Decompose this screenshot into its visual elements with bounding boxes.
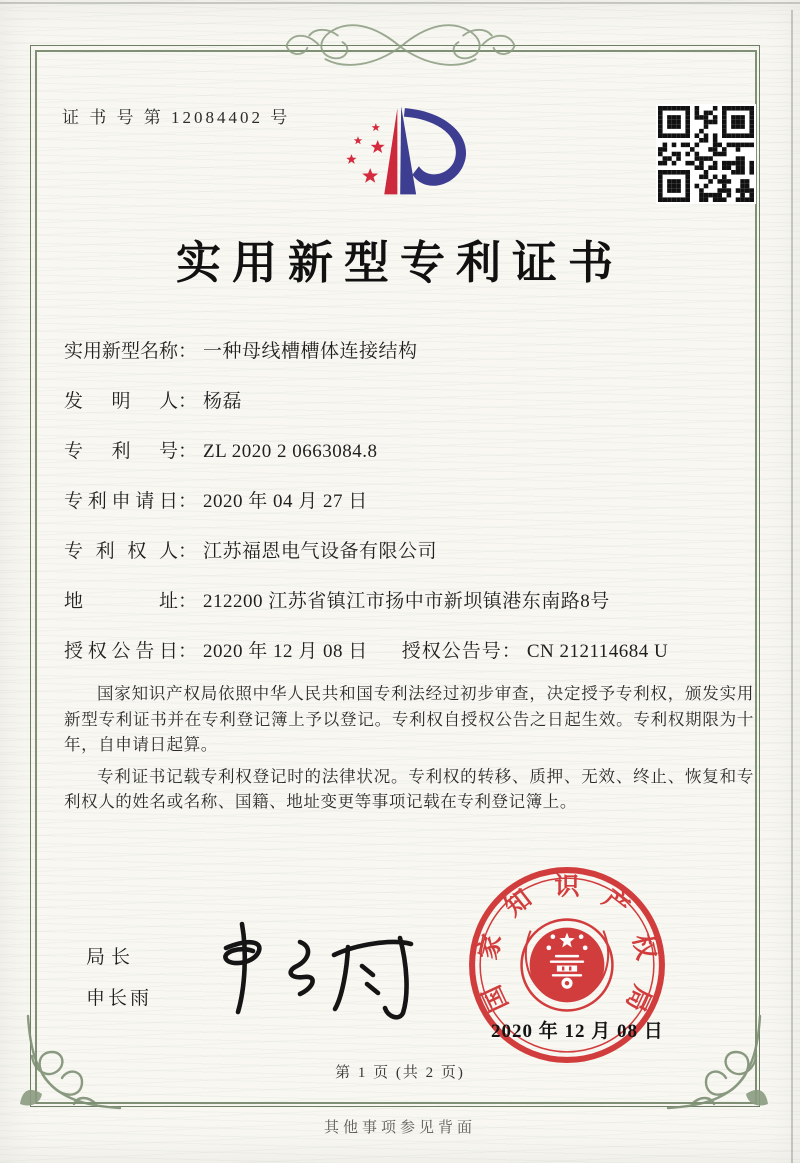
logo-stars bbox=[346, 123, 384, 183]
seal-char: 产 bbox=[597, 884, 635, 922]
field-colon: ： bbox=[178, 391, 198, 412]
field-row-patentee bbox=[64, 536, 756, 564]
legal-paragraph-1: 国家知识产权局依照中华人民共和国专利法经过初步审查，决定授予专利权，颁发实用新型专利证书并在专利登记簿上予以登记。专利权自授权公告之日起生效。专利权期限为十年，自申请日起算。 bbox=[64, 684, 754, 754]
seal-char: 局 bbox=[620, 980, 657, 1016]
seal-date: 2020 年 12 月 08 日 bbox=[491, 1021, 664, 1042]
seal-char: 权 bbox=[627, 931, 661, 963]
field-colon: ： bbox=[178, 441, 198, 462]
certificate-number: 证 书 号 第 12084402 号 bbox=[62, 108, 291, 127]
field-label: 专利申请日 bbox=[64, 491, 178, 512]
reverse-side-note: 其他事项参见背面 bbox=[323, 1120, 476, 1136]
certificate-title: 实用新型专利证书 bbox=[175, 238, 624, 288]
cnipa-logo bbox=[328, 94, 478, 216]
logo-p-mark bbox=[384, 106, 466, 194]
scan-edge-right bbox=[791, 10, 793, 1163]
field-value: 212200 江苏省镇江市扬中市新坝镇港东南路8号 bbox=[203, 591, 610, 612]
field-label: 发明人 bbox=[64, 391, 178, 412]
seal-char: 家 bbox=[473, 931, 507, 963]
legal-paragraph-2: 专利证书记载专利权登记时的法律状况。专利权的转移、质押、无效、终止、恢复和专利权人的姓名或名称、国籍、地址变更等事项记载在专利登记簿上。 bbox=[64, 766, 754, 811]
field-colon: ： bbox=[178, 641, 198, 662]
field-colon: ： bbox=[501, 641, 521, 662]
field-colon: ： bbox=[178, 341, 198, 362]
field-row-filing-date bbox=[64, 486, 756, 514]
page-number-note: 第 1 页 (共 2 页) bbox=[335, 1065, 465, 1081]
field-value: 2020 年 04 月 27 日 bbox=[203, 491, 368, 512]
field-label: 专利权人 bbox=[64, 541, 178, 562]
director-title: 局长 bbox=[86, 947, 137, 968]
field-value: ZL 2020 2 0663084.8 bbox=[203, 441, 378, 462]
field-label: 地址 bbox=[64, 591, 178, 612]
national-emblem bbox=[522, 920, 613, 1011]
field-row-address bbox=[64, 586, 756, 614]
field-label: 授权公告日 bbox=[64, 641, 178, 662]
seal-char: 国 bbox=[477, 980, 514, 1016]
legal-text bbox=[64, 681, 754, 821]
director-name: 申长雨 bbox=[86, 988, 153, 1009]
director-signature bbox=[196, 908, 428, 1026]
field-label: 专利号 bbox=[64, 441, 178, 462]
qr-code bbox=[656, 104, 756, 204]
field-row-inventor bbox=[64, 386, 756, 414]
field-value: 一种母线槽槽体连接结构 bbox=[203, 341, 418, 362]
field-row-name bbox=[64, 336, 756, 364]
field-value: 杨磊 bbox=[203, 391, 243, 412]
field-row-grant bbox=[64, 636, 756, 664]
field-value: CN 212114684 U bbox=[526, 641, 669, 662]
field-row-patent-number bbox=[64, 436, 756, 464]
field-value: 2020 年 12 月 08 日 bbox=[203, 641, 368, 662]
field-colon: ： bbox=[178, 491, 198, 512]
field-colon: ： bbox=[178, 541, 198, 562]
grant-number-group bbox=[402, 641, 668, 662]
seal-char: 知 bbox=[499, 884, 537, 922]
field-colon: ： bbox=[178, 591, 198, 612]
field-label: 授权公告号 bbox=[401, 641, 502, 662]
scan-edge-top bbox=[0, 2, 800, 4]
seal-char: 识 bbox=[554, 872, 580, 901]
field-value: 江苏福恩电气设备有限公司 bbox=[203, 541, 438, 562]
field-label: 实用新型名称 bbox=[64, 341, 179, 362]
field-list bbox=[64, 336, 756, 686]
